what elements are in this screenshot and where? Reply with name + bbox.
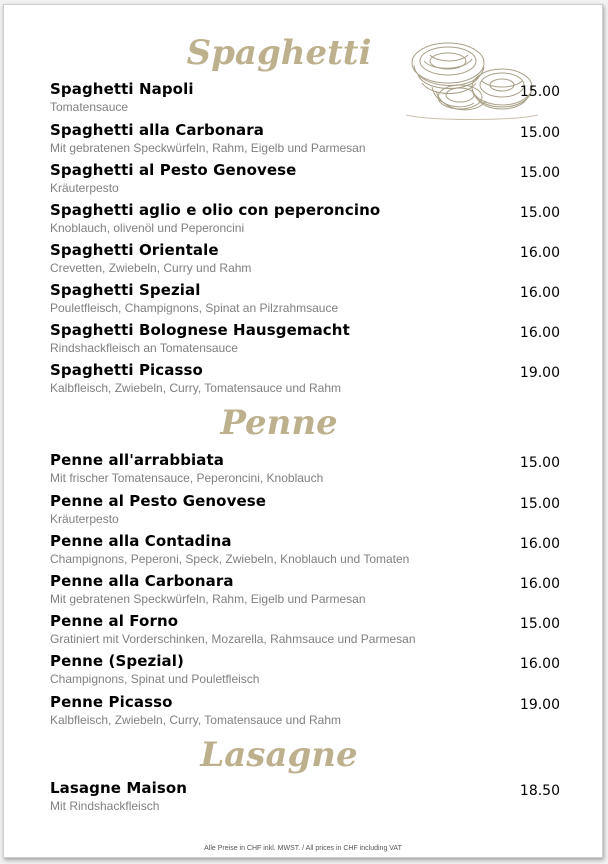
dish-price: 15.00 <box>519 455 560 471</box>
dish-price: 16.00 <box>519 576 560 592</box>
dish-description: Gratiniert mit Vorderschinken, Mozarella, Rahmsauce und Parmesan <box>50 632 416 646</box>
dish-name: Penne Picasso <box>50 693 173 711</box>
dish-description: Mit frischer Tomatensauce, Peperoncini, Knoblauch <box>50 471 324 485</box>
dish-description: Pouletfleisch, Champignons, Spinat an Pilzrahmsauce <box>50 301 339 315</box>
dish-description: Kräuterpesto <box>50 512 119 526</box>
dish-name: Penne alla Carbonara <box>50 572 234 590</box>
dish-price: 16.00 <box>519 536 560 552</box>
price-note: Alle Preise in CHF inkl. MWST. / All prices in CHF including VAT <box>204 845 402 852</box>
dish-description: Kalbfleisch, Zwiebeln, Curry, Tomatensauce und Rahm <box>50 381 342 395</box>
dish-name: Spaghetti Napoli <box>50 80 194 98</box>
dish-description: Crevetten, Zwiebeln, Curry und Rahm <box>50 261 252 275</box>
dish-description: Mit gebratenen Speckwürfeln, Rahm, Eigelb und Parmesan <box>50 592 366 606</box>
dish-price: 15.00 <box>519 165 560 181</box>
dish-name: Penne al Forno <box>50 612 179 630</box>
menu-item <box>50 611 560 651</box>
menu-item <box>50 692 560 732</box>
menu-item <box>50 491 560 531</box>
menu-item <box>50 240 560 280</box>
dish-description: Mit Rindshackfleisch <box>50 799 160 813</box>
dish-price: 16.00 <box>519 285 560 301</box>
dish-name: Spaghetti al Pesto Genovese <box>50 161 297 179</box>
dish-description: Knoblauch, olivenöl und Peperoncini <box>50 221 245 235</box>
menu-item <box>50 320 560 360</box>
dish-price: 16.00 <box>519 245 560 261</box>
dish-description: Mit gebratenen Speckwürfeln, Rahm, Eigelb und Parmesan <box>50 141 366 155</box>
section-title: Lasagne <box>200 735 358 775</box>
section-title: Spaghetti <box>186 33 372 73</box>
menu-item <box>50 120 560 160</box>
dish-name: Lasagne Maison <box>50 779 188 797</box>
menu-item <box>50 571 560 611</box>
menu-page <box>3 4 603 858</box>
dish-name: Spaghetti Orientale <box>50 241 219 259</box>
menu-item <box>50 200 560 240</box>
dish-price: 15.00 <box>519 125 560 141</box>
menu-item <box>50 778 560 818</box>
dish-price: 15.00 <box>519 205 560 221</box>
dish-description: Tomatensauce <box>50 100 129 114</box>
section-title: Penne <box>220 403 338 443</box>
menu-item <box>50 160 560 200</box>
menu-item <box>50 651 560 691</box>
dish-name: Penne (Spezial) <box>50 652 184 670</box>
menu-item <box>50 531 560 571</box>
dish-price: 15.00 <box>519 496 560 512</box>
dish-name: Spaghetti Bolognese Hausgemacht <box>50 321 350 339</box>
dish-price: 15.00 <box>519 84 560 100</box>
dish-name: Penne alla Contadina <box>50 532 232 550</box>
menu-item <box>50 79 560 119</box>
dish-description: Rindshackfleisch an Tomatensauce <box>50 341 238 355</box>
dish-description: Champignons, Spinat und Pouletfleisch <box>50 672 260 686</box>
dish-price: 16.00 <box>519 656 560 672</box>
dish-price: 16.00 <box>519 325 560 341</box>
dish-price: 19.00 <box>519 697 560 713</box>
dish-name: Spaghetti aglio e olio con peperoncino <box>50 201 381 219</box>
dish-name: Spaghetti Spezial <box>50 281 201 299</box>
dish-description: Kalbfleisch, Zwiebeln, Curry, Tomatensauce und Rahm <box>50 713 342 727</box>
dish-name: Spaghetti alla Carbonara <box>50 121 264 139</box>
menu-item <box>50 450 560 490</box>
dish-name: Penne all'arrabbiata <box>50 451 224 469</box>
menu-item <box>50 360 560 400</box>
dish-price: 18.50 <box>519 783 560 799</box>
dish-name: Spaghetti Picasso <box>50 361 203 379</box>
menu-item <box>50 280 560 320</box>
dish-name: Penne al Pesto Genovese <box>50 492 267 510</box>
dish-price: 15.00 <box>519 616 560 632</box>
dish-price: 19.00 <box>519 365 560 381</box>
dish-description: Champignons, Peperoni, Speck, Zwiebeln, Knoblauch und Tomaten <box>50 552 410 566</box>
dish-description: Kräuterpesto <box>50 181 119 195</box>
